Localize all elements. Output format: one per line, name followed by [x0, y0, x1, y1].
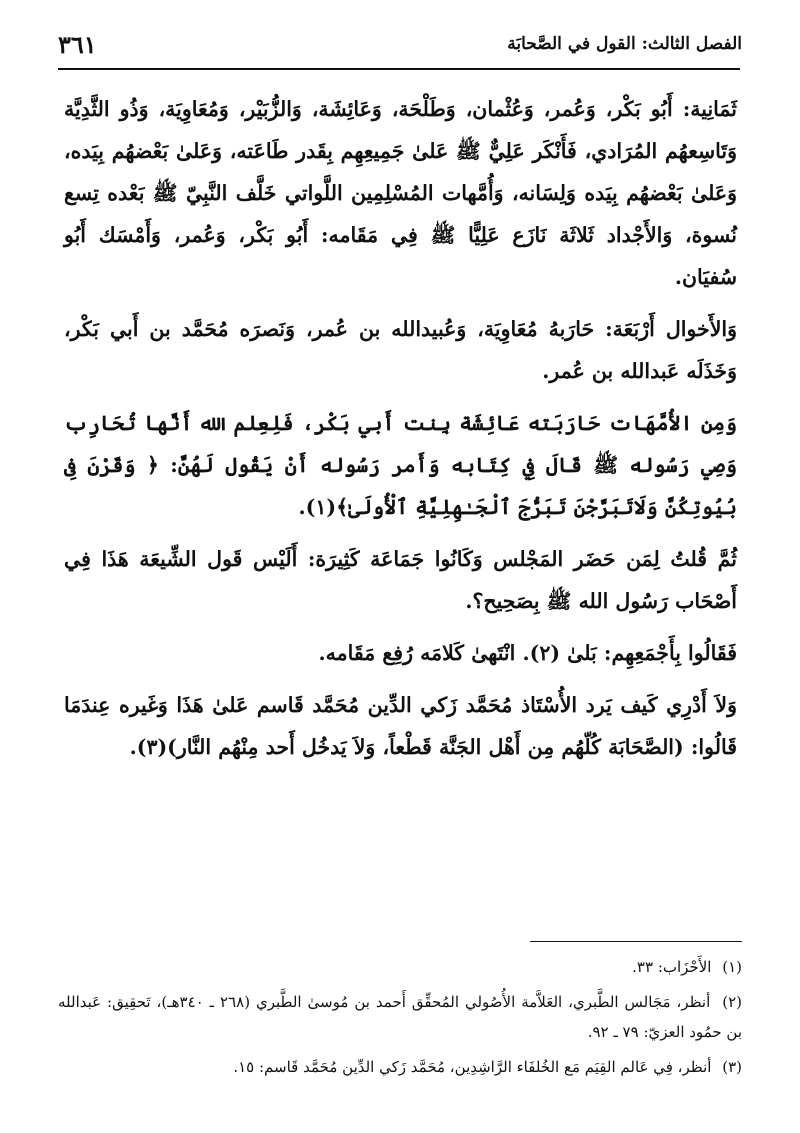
main-text	[64, 88, 737, 778]
footnote-number: (١)	[722, 958, 742, 976]
paragraph: ثُمَّ قُلتُ لِمَن حَضَر المَجْلس وَكَانُوا جَمَاعَة كَثِيرَة: أَلَيْس قَول الشِّيعَة هَذَا فِي أَصْحَاب رَسُول الله ﷺ بِصَحِيح؟.	[64, 547, 737, 613]
footnote-text: الأَحْزَاب: ٣٣.	[632, 958, 712, 976]
header-rule	[58, 68, 740, 70]
footnote	[58, 952, 742, 982]
footnotes	[58, 952, 742, 1087]
footnote	[58, 1052, 742, 1082]
paragraph: وَلاَ أَدْرِي كَيف يَرد الأُسْتَاذ مُحَمَّد زَكي الدِّين مُحَمَّد قَاسم عَلىٰ هَذَا وَغَيره عِندَمَا قَالُوا: (الصَّحَابَة كُلّهُم مِن أَهْل الجَنَّة قَطْعاً، وَلاَ يَدخُل أَحد مِنْهُم النَّار)(٣).	[64, 693, 737, 759]
paragraph: ثَمَانِية: أَبُو بَكْر، وَعُمر، وَعُثْمان، وَطَلْحَة، وَعَائِشَة، وَالزُّبَيْر، وَمُعَاوِيَة، وَذُو الثَّدِيَّة وَتَاسِعهُم المُرَادي، فَأَنْكَر عَلِيٌّ ﷺ عَلىٰ جَمِيعِهِم بِقَدر طَاعَته، وَعَلىٰ بَعْضهُم بِيَده، وَعَلىٰ بَعْضهُم بِيَده وَلِسَانه، وَأُمَّهات المُسْلِمِين اللَّواتي خَلَّف النَّبِيّ ﷺ بَعْده تِسع نُسوة، وَالأَجْداد ثَلاثَة نَازَع عَلِيًّا ﷺ فِي مَقَامه: أَبُو بَكْر، وَعُمر، وَأَمْسَك أَبُو سُفيَان.	[64, 97, 737, 289]
paragraph: وَالأَخوال أَرْبَعَة: حَارَبهُ مُعَاوِيَة، وَعُبيدالله بن عُمر، وَنَصرَه مُحَمَّد بن أَبي بَكْر، وَخَذَلَه عَبدالله بن عُمر.	[64, 317, 737, 383]
footnote-text: أنظر، فِي عَالم القِيَم مَع الخُلفَاء الرَّاشِدِين، مُحَمَّد زَكي الدِّين مُحَمَّد قَاسم: ١٥.	[233, 1058, 712, 1076]
footnote-number: (٢)	[722, 993, 743, 1011]
footnote-text: أنظر، مَجَالس الطَّبري، العَلاَّمة الأُصُولي المُحقِّق أَحمد بن مُوسىٰ الطَّبري (٢٦٨ ـ ٣٤٠هـ)، تَحقِيق: عَبدالله بن حمُود العزيّ: ٧٩ ـ ٩٢.	[58, 993, 742, 1041]
paragraph: فَقَالُوا بِأَجْمَعِهِم: بَلىٰ (٢). انْتَهىٰ كَلامَه رُفِع مَقَامه.	[318, 641, 737, 665]
running-header	[58, 30, 742, 66]
footnote-separator	[530, 941, 742, 942]
chapter-title: الفصل الثالث: القول في الصَّحابَة	[507, 34, 742, 54]
footnote	[58, 987, 742, 1047]
page-number: ٣٦١	[58, 30, 97, 59]
paragraph: وَمِن الأُمَّهَات حَارَبَته عَائِشَة بِنت أَبي بَكْر، فَلِعِلم الله أَنَّها تُحَارِب وَصِي رَسُوله ﷺ قَالَ فِي كِتَابه وَأَمر رَسُوله أَنْ يَقُول لَهُنَّ: ﴿ وَقَرْنَ فِى بُيُوتِكُنَّ وَلَاتَبَرَّجْنَ تَبَرُّجَ ٱلْجَـٰهِلِيَّةِ ٱلْأُولَىٰ﴾(١).	[64, 411, 737, 519]
footnote-number: (٣)	[722, 1058, 742, 1076]
